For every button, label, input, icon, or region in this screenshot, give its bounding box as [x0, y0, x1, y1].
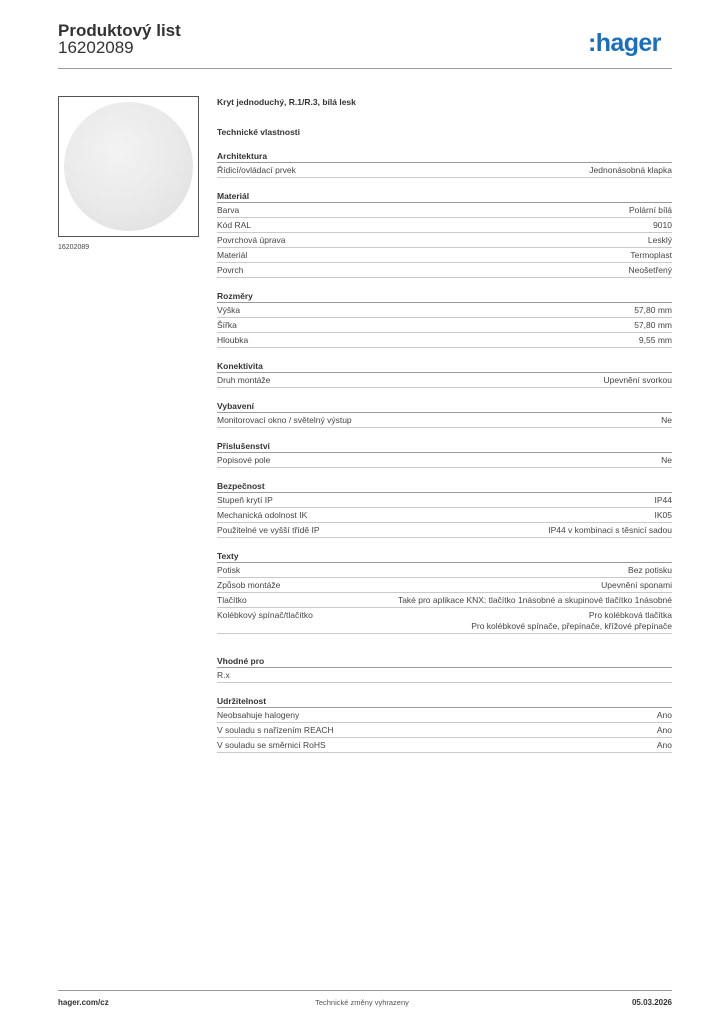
spec-value: 57,80 mm	[634, 320, 672, 330]
spec-row	[217, 723, 672, 738]
spec-label: Druh montáže	[217, 375, 271, 385]
spec-row	[217, 233, 672, 248]
spec-label: Tlačítko	[217, 595, 247, 605]
footer-website: hager.com/cz	[58, 998, 109, 1007]
spec-value: Také pro aplikace KNX: tlačítko 1násobné a skupinové tlačítko 1násobné	[397, 595, 672, 605]
hager-logo	[586, 26, 676, 60]
spec-row	[217, 668, 672, 683]
spec-label: Způsob montáže	[217, 580, 281, 590]
section-title: Příslušenství	[217, 441, 672, 453]
section-title: Konektivita	[217, 361, 672, 373]
spec-section	[217, 696, 672, 753]
technical-properties-heading: Technické vlastnosti	[217, 127, 300, 137]
spec-section	[217, 191, 672, 278]
spec-label: R.x	[217, 669, 230, 680]
spec-value: Bez potisku	[628, 565, 672, 575]
section-title: Architektura	[217, 151, 672, 163]
spec-label: Barva	[217, 205, 240, 215]
spec-row	[217, 318, 672, 333]
footer-divider	[58, 990, 672, 991]
spec-value: Upevnění sponami	[601, 580, 672, 590]
spec-label: Neobsahuje halogeny	[217, 709, 300, 720]
spec-section	[217, 291, 672, 348]
product-image-frame	[58, 96, 199, 237]
spec-label: Výška	[217, 305, 241, 315]
spec-label: Kód RAL	[217, 220, 252, 230]
spec-value: Lesklý	[647, 235, 672, 245]
spec-label: Potisk	[217, 565, 241, 575]
section-title: Materiál	[217, 191, 672, 203]
spec-label: Mechanická odolnost IK	[217, 510, 308, 520]
spec-value: Ano	[656, 739, 672, 750]
spec-section	[217, 656, 672, 683]
product-code: 16202089	[58, 38, 134, 57]
spec-section	[217, 361, 672, 388]
spec-value: Ne	[661, 455, 672, 465]
spec-label: Šířka	[217, 320, 237, 330]
spec-label: Povrchová úprava	[217, 235, 286, 245]
spec-row	[217, 218, 672, 233]
spec-row	[217, 303, 672, 318]
spec-row	[217, 738, 672, 753]
spec-section	[217, 481, 672, 538]
spec-label: Použitelné ve vyšší třídě IP	[217, 525, 320, 535]
product-image-caption: 16202089	[58, 244, 90, 251]
spec-row	[217, 523, 672, 538]
spec-label: Stupeň krytí IP	[217, 495, 273, 505]
spec-value: Pro kolébková tlačítka Pro kolébkové spínače, přepínače, křížové přepínače	[471, 610, 672, 631]
spec-value: Ne	[661, 415, 672, 425]
spec-value: 9,55 mm	[638, 335, 672, 345]
spec-row	[217, 453, 672, 468]
spec-value: IP44 v kombinaci s těsnicí sadou	[548, 525, 672, 535]
spec-sections	[217, 151, 672, 753]
spec-row	[217, 263, 672, 278]
header-divider	[58, 68, 672, 69]
section-title: Vybavení	[217, 401, 672, 413]
spec-row	[217, 578, 672, 593]
spec-value: Ano	[656, 724, 672, 735]
spec-label: Řídicí/ovládací prvek	[217, 165, 296, 175]
hager-logo-text: :hager	[588, 29, 661, 57]
section-title: Texty	[217, 551, 672, 563]
spec-row	[217, 508, 672, 523]
spec-section	[217, 401, 672, 428]
spec-value: Polární bílá	[629, 205, 672, 215]
spec-section	[217, 151, 672, 178]
spec-label: V souladu se směrnicí RoHS	[217, 739, 326, 750]
spec-value: IP44	[654, 495, 672, 505]
spec-label: Kolébkový spínač/tlačítko	[217, 610, 313, 620]
product-name: Kryt jednoduchý, R.1/R.3, bílá lesk	[217, 97, 356, 107]
spec-section	[217, 441, 672, 468]
spec-value: Ano	[656, 709, 672, 720]
spec-row	[217, 248, 672, 263]
spec-label: Hloubka	[217, 335, 249, 345]
spec-value: IK05	[654, 510, 672, 520]
product-image	[64, 102, 193, 231]
spec-value: Termoplast	[630, 250, 672, 260]
spec-value: 9010	[653, 220, 672, 230]
header-title: Produktový list	[58, 21, 181, 40]
product-details	[217, 96, 672, 753]
spec-row	[217, 563, 672, 578]
spec-row	[217, 493, 672, 508]
spec-row	[217, 413, 672, 428]
section-title: Udržitelnost	[217, 696, 672, 708]
spec-row	[217, 333, 672, 348]
spec-row	[217, 203, 672, 218]
section-title: Vhodné pro	[217, 656, 672, 668]
spec-row	[217, 608, 672, 634]
section-title: Bezpečnost	[217, 481, 672, 493]
spec-row	[217, 593, 672, 608]
spec-value: Upevnění svorkou	[603, 375, 672, 385]
spec-row	[217, 708, 672, 723]
spec-label: Monitorovací okno / světelný výstup	[217, 415, 352, 425]
spec-value: Neošetřený	[628, 265, 672, 275]
spec-value: 57,80 mm	[634, 305, 672, 315]
section-title: Rozměry	[217, 291, 672, 303]
spec-row	[217, 163, 672, 178]
footer-notice: Technické změny vyhrazeny	[315, 998, 409, 1007]
spec-label: Popisové pole	[217, 455, 271, 465]
spec-row	[217, 373, 672, 388]
spec-label: Materiál	[217, 250, 248, 260]
spec-label: Povrch	[217, 265, 244, 275]
spec-value: Jednonásobná klapka	[589, 165, 672, 175]
spec-section	[217, 551, 672, 634]
footer-date: 05.03.2026	[631, 998, 672, 1007]
spec-label: V souladu s nařízením REACH	[217, 724, 334, 735]
